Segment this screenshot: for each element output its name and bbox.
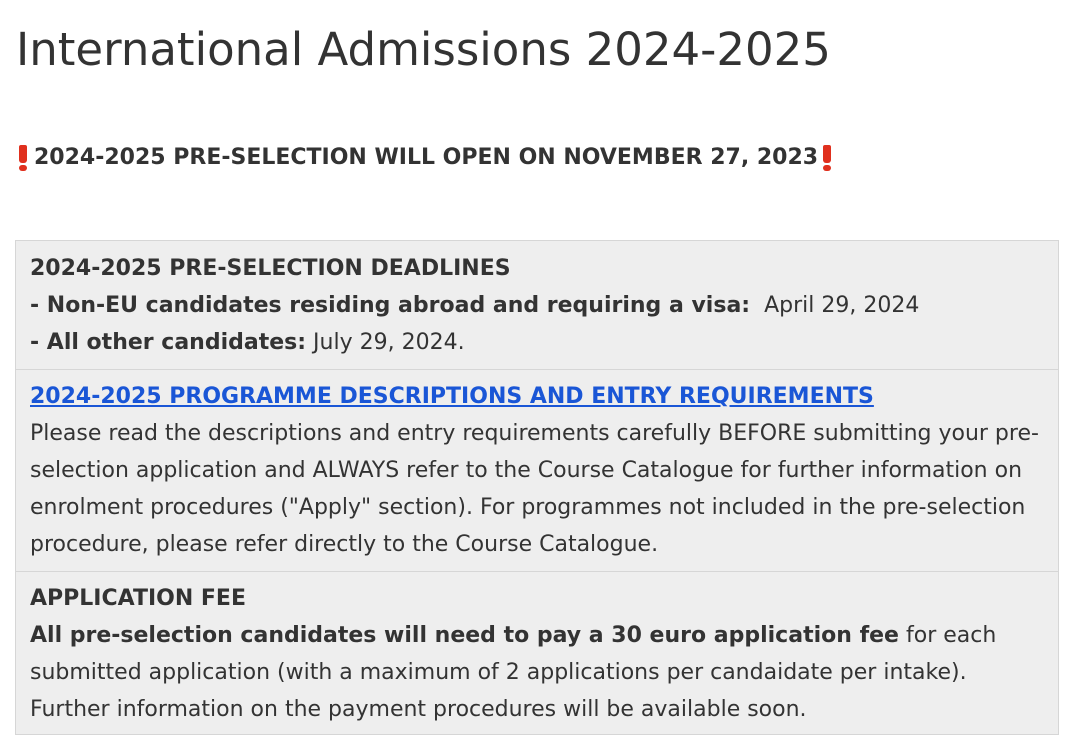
info-table [15, 240, 1059, 735]
deadlines-heading: 2024-2025 PRE-SELECTION DEADLINES [30, 256, 511, 281]
fee-description [30, 617, 1044, 728]
fee-rest-text: for each submitted application (with a maximum of 2 applications per candaidate per intake). Further information on the payment procedures will be available soon. [30, 623, 997, 722]
exclamation-icon [822, 144, 832, 172]
exclamation-icon [18, 144, 28, 172]
page-title: International Admissions 2024-2025 [16, 23, 831, 76]
programmes-description: Please read the descriptions and entry requirements carefully BEFORE submitting your pre-selection application and ALWAYS refer to the Course Catalogue for further information on enrolment procedures ("Apply" section). For programmes not included in the pre-selection procedure, please refer directly to the Course Catalogue. [30, 421, 1039, 557]
deadline-value: April 29, 2024 [764, 293, 920, 318]
deadlines-section [16, 241, 1058, 370]
programmes-section [16, 370, 1058, 572]
fee-heading: APPLICATION FEE [30, 586, 246, 611]
programme-descriptions-link[interactable]: 2024-2025 PROGRAMME DESCRIPTIONS AND ENTRY REQUIREMENTS [30, 384, 874, 409]
deadline-label: - All other candidates: [30, 330, 307, 355]
deadline-row-visa [30, 287, 1044, 324]
announcement-text: 2024-2025 PRE-SELECTION WILL OPEN ON NOVEMBER 27, 2023 [34, 145, 819, 170]
fee-bold-text: All pre-selection candidates will need to pay a 30 euro application fee [30, 623, 899, 648]
deadline-value: July 29, 2024. [313, 330, 465, 355]
announcement [16, 143, 832, 173]
deadline-row-other [30, 324, 1044, 361]
fee-section [16, 572, 1058, 734]
deadline-label: - Non-EU candidates residing abroad and requiring a visa: [30, 293, 751, 318]
